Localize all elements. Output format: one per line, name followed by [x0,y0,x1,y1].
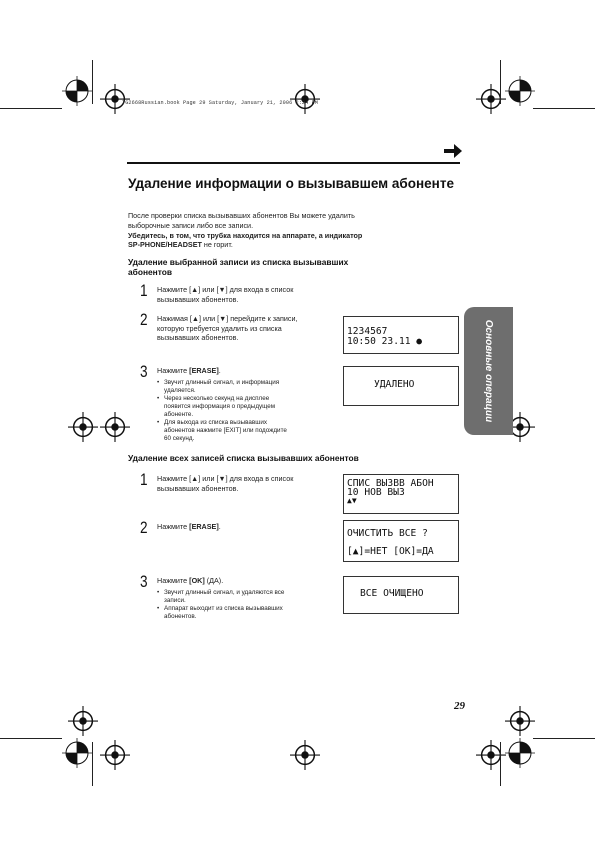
lcd-display-deleted [343,366,459,406]
intro-paragraph [128,211,448,250]
lcd-line: УДАЛЕНО [374,379,415,390]
bullet-item: • Звучит длинный сигнал, и удаляются все записи. [157,589,337,605]
crop-line [92,742,93,786]
lcd-line: [▲]=НЕТ [OK]=ДА [347,546,434,557]
intro-line: После проверки списка вызывавших абонентов Вы можете удалить [128,211,355,220]
lcd-line: 10 НОВ ВЫЗ [347,487,405,498]
intro-line: SP-PHONE/HEADSET не горит. [128,240,233,250]
crop-line [0,108,62,109]
crop-line [92,60,93,104]
step-text: Нажмите [▲] или [▼] для входа в список вызывавших абонентов. [157,474,294,493]
page-number: 29 [454,700,465,712]
crop-line [533,108,595,109]
lcd-line: ▲▼ [347,496,357,505]
file-info-line: TG2668Russian.book Page 29 Saturday, January 21, 2006 2:24 PM [122,100,318,106]
step-number: 2 [140,310,148,329]
crosshair-mark-top-left [100,84,116,100]
step-number: 1 [140,281,148,300]
intro-line: выборочные записи либо все записи. [128,220,254,230]
crosshair-mark-bottom-mid-left [68,706,84,722]
bullet-item: • Для выхода из списка вызывавших абонентов нажмите [EXIT] или подождите 60 секунд. [157,419,337,443]
crosshair-mark-mid-left [68,412,84,428]
step-number: 1 [140,470,148,489]
step-number: 2 [140,518,148,537]
step-text: Нажмите [ERASE]. [157,366,221,375]
step-text: Нажмите [▲] или [▼] для входа в список вызывавших абонентов. [157,285,294,304]
lcd-display-all-cleared [343,576,459,614]
section-title-selected: Удаление выбранной записи из списка вызывавших абонентов [128,257,349,277]
erase-key-label: [ERASE] [189,366,219,375]
crop-line [0,738,62,739]
crop-line [500,742,501,786]
crop-line [533,738,595,739]
lcd-line: СПИС ВЫЗВВ АБОН [347,478,434,489]
step-number: 3 [140,572,148,591]
step-text: Нажмите [OK] (ДА). [157,576,224,585]
intro-line: Убедитесь, в том, что трубка находится на аппарате, а индикатор [128,230,363,240]
crosshair-mark-bottom-mid-right [505,706,521,722]
bullet-list [157,589,337,621]
registration-mark-bottom-left [62,738,92,768]
lcd-display-caller-list [343,474,459,514]
side-tab-label: Основные операции [483,319,494,423]
step-text: Нажимая [▲] или [▼] перейдите к записи, которую требуется удалить из списка вызывавших абонентов. [157,314,298,343]
registration-mark-bottom-right [505,738,535,768]
lcd-line: ВСЕ ОЧИЩЕНО [360,588,424,599]
crop-line [500,60,501,104]
bullet-list [157,379,337,443]
ok-key-label: [OK] [189,576,205,585]
erase-key-label: [ERASE] [189,522,219,531]
crosshair-mark-bottom-center [290,740,306,756]
lcd-display-entry [343,316,459,354]
bullet-item: • Через несколько секунд на дисплее появится информация о предыдущем абоненте. [157,395,337,419]
title-rule [127,162,460,164]
step-number: 3 [140,362,148,381]
lcd-display-clear-all [343,520,459,562]
lcd-line: ОЧИСТИТЬ ВСЕ ? [347,528,428,539]
crosshair-mark-top-center [290,84,306,100]
bullet-item: • Аппарат выходит из списка вызывавших абонентов. [157,605,337,621]
crosshair-mark-bottom-right [476,740,492,756]
section-side-tab [464,307,513,435]
lcd-line: 1234567 [347,326,388,337]
section-title-all: Удаление всех записей списка вызывавших абонентов [128,453,359,463]
page-title: Удаление информации о вызывавшем абоненте [128,176,454,191]
crosshair-mark-bottom-left [100,740,116,756]
crosshair-mark-top-right [476,84,492,100]
crosshair-mark-mid-left-2 [100,412,116,428]
bullet-item: • Звучит длинный сигнал, и информация удаляется. [157,379,337,395]
registration-mark-top-left [62,76,92,106]
step-text: Нажмите [ERASE]. [157,522,221,531]
lcd-line: 10:50 23.11 ● [347,336,423,347]
registration-mark-top-right [505,76,535,106]
continue-arrow-icon [444,144,462,158]
